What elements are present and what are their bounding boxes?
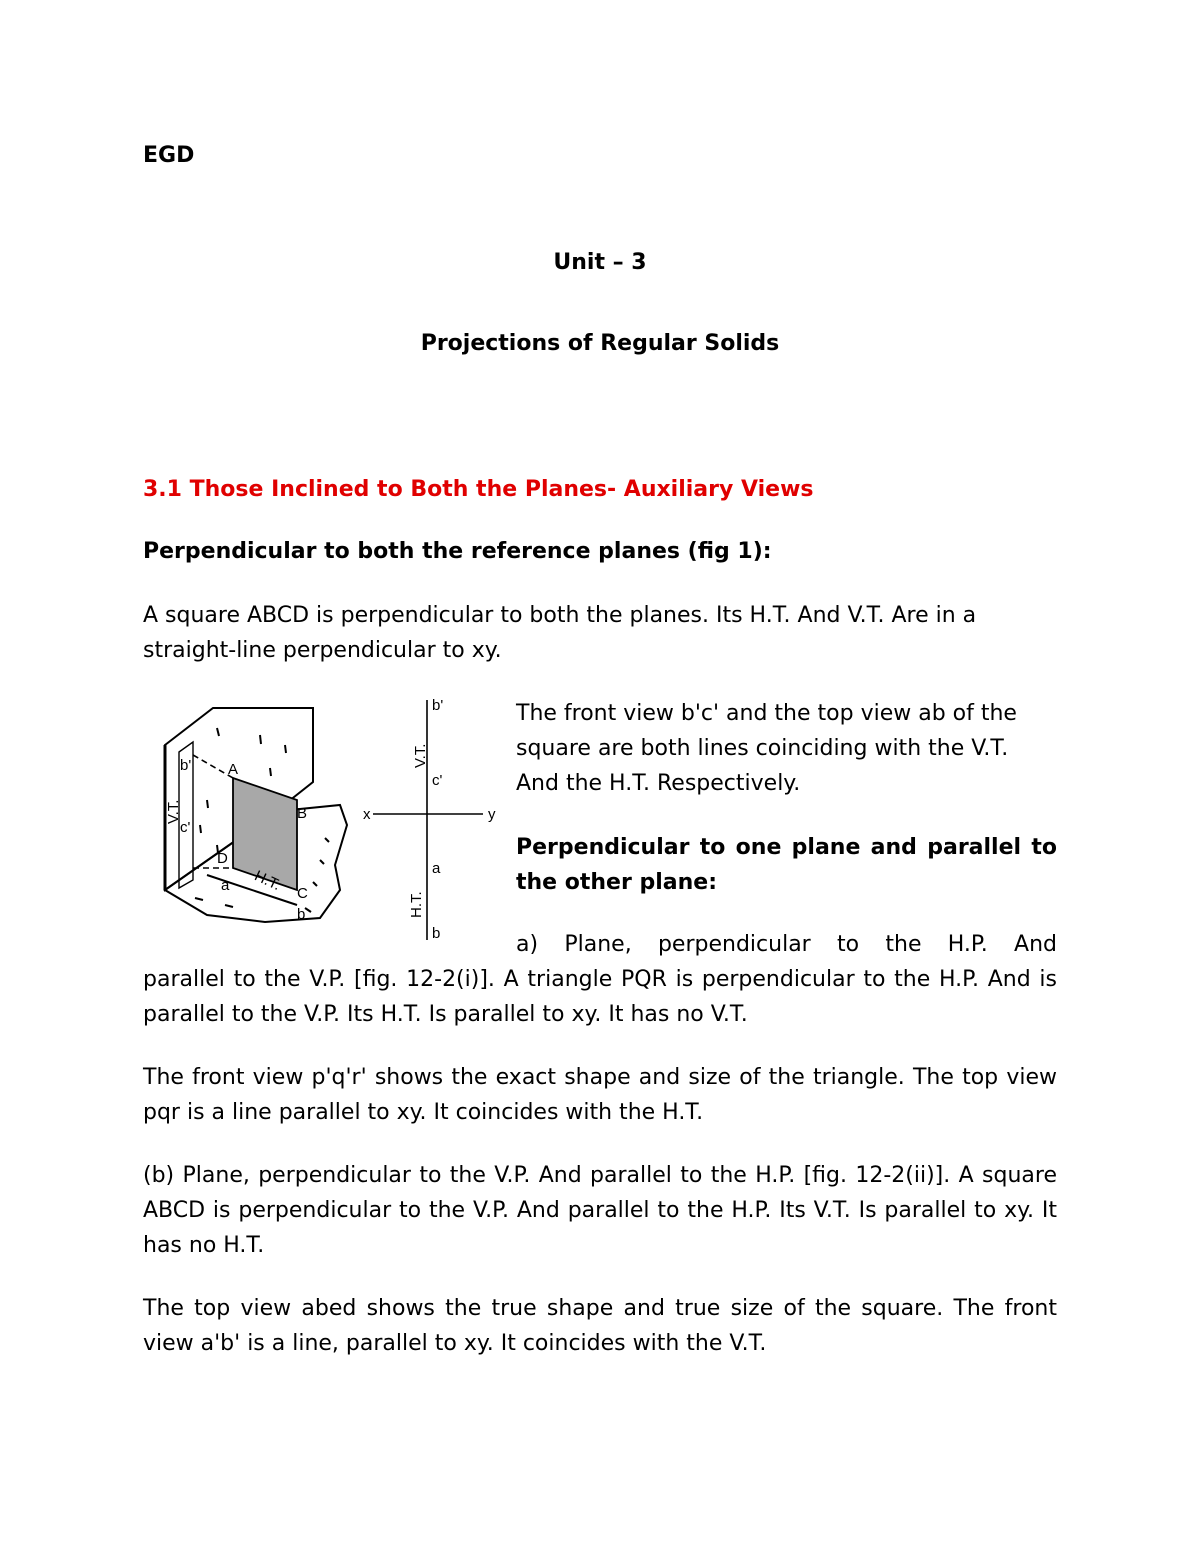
paragraph-front-view: The front view b'c' and the top view ab of the square are both lines coinciding with the V.T. And the H.T. Respectively. (516, 701, 1017, 796)
label-vt-pictorial: V.T. (165, 799, 182, 824)
label-a: a (432, 860, 441, 877)
label-a-pictorial: a (221, 877, 230, 894)
label-x: x (363, 806, 371, 823)
label-B: B (297, 805, 308, 822)
topic-title: Projections of Regular Solids (420, 331, 780, 356)
label-ht: H.T. (408, 891, 425, 918)
course-code: EGD (143, 143, 195, 168)
paragraph-front-view-pqr: The front view p'q'r' shows the exact shape and size of the triangle. The top view pqr is a line parallel to xy. It coincides with the H.T. (143, 1065, 1057, 1125)
label-c-prime-pictorial: c' (180, 819, 191, 836)
unit-title: Unit – 3 (553, 250, 647, 275)
section-heading: 3.1 Those Inclined to Both the Planes- Auxiliary Views (143, 477, 814, 502)
projection-view (373, 700, 483, 940)
paragraph-square-abcd: A square ABCD is perpendicular to both the planes. Its H.T. And V.T. Are in a straight-line perpendicular to xy. (143, 603, 977, 663)
subsection-heading-one-plane: Perpendicular to one plane and parallel to the other plane: (516, 835, 1057, 895)
item-a-text: parallel to the V.P. [fig. 12-2(i)]. A triangle PQR is perpendicular to the H.P. And is parallel to the V.P. Its H.T. Is parallel to xy. It has no V.T. (143, 967, 1057, 1027)
subsection-heading-perpendicular-both: Perpendicular to both the reference planes (fig 1): (143, 539, 772, 564)
label-c-prime: c' (432, 772, 443, 789)
label-C: C (297, 885, 308, 902)
label-A: A (228, 761, 239, 778)
label-ht-pictorial: H.T. (251, 867, 284, 895)
pictorial-view (165, 708, 347, 922)
label-vt: V.T. (412, 743, 429, 768)
item-b-text: (b) Plane, perpendicular to the V.P. And parallel to the H.P. [fig. 12-2(ii)]. A square ABCD is perpendicular to the V.P. And parallel to the H.P. Its V.T. Is parallel to xy. It has no H.T. (143, 1163, 1057, 1258)
item-a-lead: a) Plane, perpendicular to the H.P. And (516, 932, 1057, 957)
figure-1 (155, 690, 500, 950)
label-D: D (217, 850, 228, 867)
paragraph-top-view-abed: The top view abed shows the true shape and true size of the square. The front view a'b' is a line, parallel to xy. It coincides with the V.T. (143, 1296, 1057, 1356)
label-b-prime-pictorial: b' (180, 757, 192, 774)
label-b-prime: b' (432, 697, 444, 714)
label-y: y (488, 806, 496, 823)
label-b-pictorial: b (297, 906, 306, 923)
projection-labels (363, 697, 496, 942)
label-b: b (432, 925, 441, 942)
